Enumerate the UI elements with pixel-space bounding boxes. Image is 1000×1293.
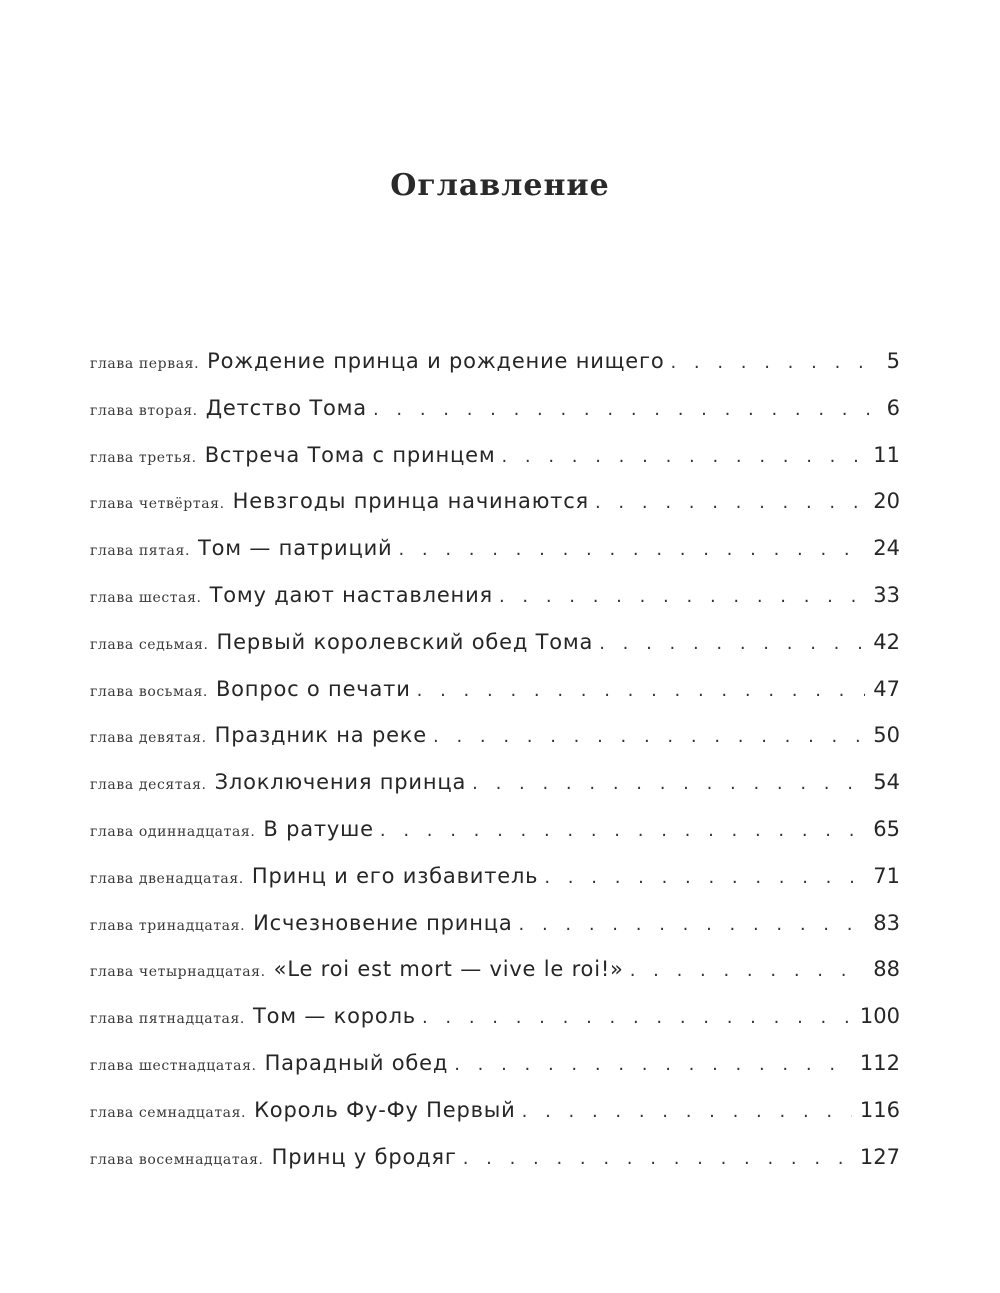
dot-leader [398,527,865,574]
chapter-title: Том — король [252,1004,416,1029]
chapter-label: глава восемнадцатая. [90,1151,264,1168]
page-number: 33 [873,582,900,607]
page-title: Оглавление [390,168,610,204]
chapter-title: Первый королевский обед Тома [216,629,594,654]
chapter-label: глава вторая. [90,402,198,419]
page-number: 116 [859,1097,900,1122]
page-number: 65 [873,816,900,841]
dot-leader [463,1136,852,1183]
chapter-label: глава четырнадцатая. [90,964,266,981]
dot-leader [599,621,865,668]
chapter-label: глава семнадцатая. [90,1104,247,1121]
chapter-title: В ратуше [263,816,374,841]
page-number: 83 [873,910,900,935]
chapter-label: глава пятнадцатая. [90,1011,245,1028]
page-number: 112 [859,1050,900,1075]
chapter-label: глава первая. [90,356,200,372]
page-number: 11 [873,442,900,467]
toc-entry[interactable] [90,572,900,619]
toc-entry[interactable] [90,666,900,713]
toc-entry[interactable] [90,525,900,572]
toc-entry[interactable] [90,900,900,947]
dot-leader [373,387,878,434]
page-number: 127 [859,1144,900,1169]
toc-entry[interactable] [90,806,900,853]
chapter-title: Встреча Тома с принцем [204,442,496,467]
page-number: 5 [886,349,900,373]
chapter-label: глава седьмая. [90,636,209,653]
chapter-title: Тому дают наставления [209,582,493,607]
dot-leader [499,574,865,621]
chapter-label: глава шестая. [90,589,202,606]
chapter-label: глава одиннадцатая. [90,823,256,840]
chapter-label: глава тринадцатая. [90,917,246,934]
page-number: 20 [873,489,900,514]
dot-leader [417,668,866,715]
page-number: 42 [873,629,900,654]
table-of-contents [90,338,900,1180]
page-number: 50 [873,723,900,748]
dot-leader [670,340,878,387]
chapter-label: глава двенадцатая. [90,870,244,887]
chapter-label: глава десятая. [90,777,207,794]
dot-leader [422,995,852,1042]
toc-entry[interactable] [90,619,900,666]
chapter-title: Злоключения принца [214,770,467,795]
chapter-title: Принц и его избавитель [251,863,539,888]
toc-entry[interactable] [90,1087,900,1134]
chapter-title: Вопрос о печати [215,676,411,701]
chapter-title: Праздник на реке [214,723,427,748]
page-number: 6 [886,395,900,420]
page-number: 54 [873,770,900,795]
page-number: 88 [873,957,900,982]
chapter-label: глава четвёртая. [90,496,225,513]
chapter-label: глава третья. [90,449,197,466]
chapter-title: Король Фу-Фу Первый [254,1097,516,1122]
chapter-title: Исчезновение принца [253,910,513,935]
dot-leader [501,434,865,481]
chapter-title: Детство Тома [205,395,367,420]
toc-entry[interactable] [90,853,900,900]
dot-leader [472,761,865,808]
page-number: 24 [873,536,900,561]
dot-leader [433,714,865,761]
chapter-label: глава девятая. [90,730,207,747]
chapter-title: Том — патриций [198,536,393,561]
chapter-label: глава шестнадцатая. [90,1057,257,1074]
chapter-title: Принц у бродяг [271,1144,457,1169]
toc-entry[interactable] [90,946,900,993]
toc-entry[interactable] [90,338,900,385]
page-number: 100 [859,1004,900,1029]
chapter-label: глава восьмая. [90,683,208,700]
dot-leader [380,808,865,855]
chapter-title: «Le roi est mort — vive le roi!» [273,957,624,982]
toc-entry[interactable] [90,1040,900,1087]
dot-leader [522,1089,852,1136]
dot-leader [544,855,865,902]
toc-entry[interactable] [90,993,900,1040]
dot-leader [595,480,865,527]
toc-entry[interactable] [90,712,900,759]
dot-leader [630,948,866,995]
chapter-title: Парадный обед [264,1050,449,1075]
toc-entry[interactable] [90,385,900,432]
toc-entry[interactable] [90,759,900,806]
page-number: 47 [873,676,900,701]
toc-entry[interactable] [90,1134,900,1181]
chapter-label: глава пятая. [90,543,190,560]
toc-entry[interactable] [90,432,900,479]
toc-entry[interactable] [90,478,900,525]
dot-leader [519,902,866,949]
dot-leader [454,1042,852,1089]
chapter-title: Невзгоды принца начинаются [232,489,589,514]
page-number: 71 [873,863,900,888]
chapter-title: Рождение принца и рождение нищего [207,349,665,373]
